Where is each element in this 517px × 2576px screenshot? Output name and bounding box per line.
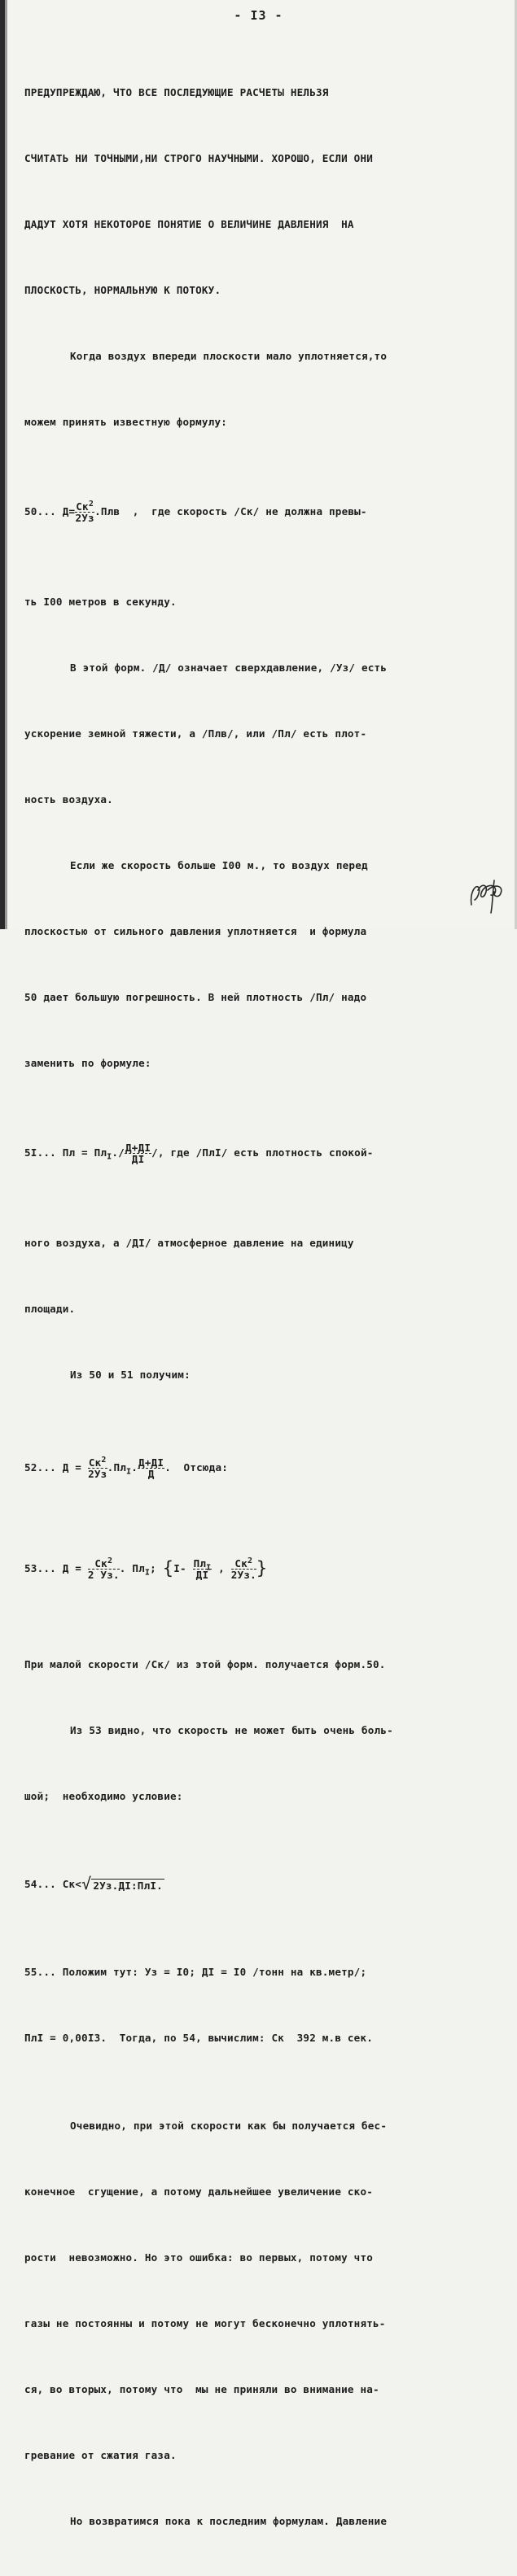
text-line: гревание от сжатия газа. [24, 2449, 177, 2461]
text-line: ность воздуха. [24, 793, 113, 806]
text-line: В этой форм. /Д/ означает сверхдавление, /Уз/ есть [70, 661, 388, 674]
text-line: Если же скорость больше I00 м., то воздух перед [70, 859, 368, 871]
fraction: $\frac{Ск^2}{2Уз}$ [88, 1455, 107, 1480]
fraction: $\frac{Д+ДI}{Д}$ [138, 1456, 164, 1480]
text-line: 50 дает большую погрешность. В ней плотность /Пл/ надо [24, 991, 367, 1003]
text-line: газы не постоянны и потому не могут бесконечно уплотнять- [24, 2317, 386, 2329]
scan-edge-left-shadow [5, 0, 7, 929]
text-line: ного воздуха, а /ДI/ атмосферное давление на единицу [24, 1237, 354, 1249]
fraction: $\frac{Д+ДI}{ДI}$ [125, 1142, 151, 1165]
text-line: ускорение земной тяжести, а /Плв/, или /Пл/ есть плот- [24, 727, 367, 740]
text-line: можем принять известную формулу: [24, 416, 228, 428]
text-line: конечное сгущение, а потому дальнейшее увеличение ско- [24, 2185, 374, 2198]
text-line: ся, во вторых, потому что мы не приняли во внимание на- [24, 2383, 379, 2395]
text-line: заменить по формуле: [24, 1057, 151, 1069]
formula-55-line2: ПлI = 0,00I3. Тогда, по 54, вычислим: Ск 392 м.в сек. [24, 2032, 374, 2044]
fraction: $\frac{Ск^2}{2 Уз.}$ [87, 1556, 120, 1581]
text-line: ть I00 метров в секунду. [24, 596, 177, 608]
brace-open: { [162, 1558, 174, 1579]
fraction: $\frac{Ск^2}{2Уз.}$ [230, 1556, 256, 1581]
formula-51: 5I... Пл = $Пл_I./$ $\frac{Д+ДI}{ДI}$ /, где /ПлI/ есть плотность спокой- [24, 1142, 374, 1165]
text-line: Когда воздух впереди плоскости мало уплотняется,то [70, 350, 388, 362]
text-line: Из 50 и 51 получим: [70, 1369, 191, 1381]
page-number: - I3 - [234, 8, 283, 23]
body-text [24, 37, 509, 2576]
square-root: √ 2Уз.ДI:ПлI. [81, 1874, 163, 1893]
fraction: $\frac{Ск^2}{2Уз}$ [75, 499, 94, 524]
text-line: Но возвратимся пока к последним формулам. Давление [70, 2515, 388, 2527]
text-line: шой; необходимо условие: [24, 1790, 183, 1802]
formula-53: 53... Д = $\frac{Ск^2}{2 Уз.}$ . $Пл_I$; {I- $\frac{Пл_I}{ДI}$ , $\frac{Ск^2}{2Уз.}$ } [24, 1556, 268, 1581]
fraction: $\frac{Пл_I}{ДI}$ [193, 1557, 212, 1581]
formula-55-line1: 55... Положим тут: Уз = I0; ДI = I0 /тонн на кв.метр/; [24, 1966, 367, 1978]
formula-52: 52... Д = $\frac{Ск^2}{2Уз}$ $.Пл_I$. $\frac{Д+ДI}{Д}$ . Отсюда: [24, 1455, 229, 1480]
text-line: Из 53 видно, что скорость не может быть очень боль- [70, 1724, 393, 1736]
formula-54: 54... Ск<√ 2Уз.ДI:ПлI. [24, 1874, 163, 1893]
text-line: рости невозможно. Но это ошибка: во первых, потому что [24, 2251, 374, 2264]
text-line: При малой скорости /Ск/ из этой форм. получается форм.50. [24, 1658, 386, 1670]
text-line: СЧИТАТЬ НИ ТОЧНЫМИ,НИ СТРОГО НАУЧНЫМИ. ХОРОШО, ЕСЛИ ОНИ [24, 152, 374, 164]
text-line: Очевидно, при этой скорости как бы получается бес- [70, 2120, 388, 2132]
text-line: площади. [24, 1303, 76, 1315]
text-line: ПЛОСКОСТЬ, НОРМАЛЬНУЮ К ПОТОКУ. [24, 284, 221, 296]
text-line: ДАДУТ ХОТЯ НЕКОТОРОЕ ПОНЯТИЕ О ВЕЛИЧИНЕ ДАВЛЕНИЯ НА [24, 218, 354, 230]
text-line: ПРЕДУПРЕЖДАЮ, ЧТО ВСЕ ПОСЛЕДУЮЩИЕ РАСЧЕТЫ НЕЛЬЗЯ [24, 86, 329, 98]
handwritten-signature [467, 869, 506, 915]
text-line: плоскостью от сильного давления уплотняется и формула [24, 925, 367, 937]
formula-50: 50... Д= $\frac{Ск^2}{2Уз}$ .Плв , где скорость /Ск/ не должна превы- [24, 499, 367, 524]
brace-close: } [256, 1558, 268, 1579]
